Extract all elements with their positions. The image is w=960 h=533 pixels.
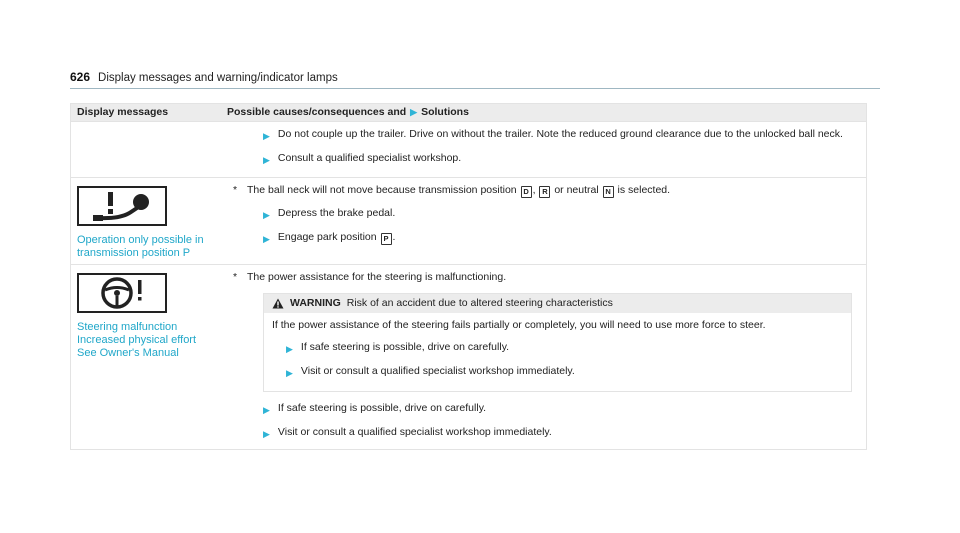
steering-wheel-warning-icon <box>77 273 167 313</box>
warning-header <box>264 294 851 313</box>
warning-triangle-icon <box>272 298 284 309</box>
table-header <box>71 104 866 121</box>
bullet-part: . <box>392 231 396 243</box>
bullet-text: If safe steering is possible, drive on carefully. <box>300 341 510 353</box>
page-heading: Display messages and warning/indicator lamps <box>98 72 338 84</box>
footnote-part: or neutral <box>554 184 599 196</box>
footnote-part: is selected. <box>617 184 671 196</box>
arrow-right-icon: ▶ <box>263 234 270 244</box>
arrow-right-icon: ▶ <box>263 210 270 220</box>
bullet-text: Visit or consult a qualified specialist workshop immediately. <box>277 426 552 438</box>
gear-p-key: P <box>381 233 392 245</box>
arrow-right-icon: ▶ <box>286 368 293 378</box>
separator: , <box>532 184 536 196</box>
message-label: transmission position P <box>77 247 191 259</box>
bullet-part: Engage park position <box>277 231 377 243</box>
gear-n-key: N <box>603 186 614 198</box>
list-item <box>286 365 843 380</box>
gear-r-key: R <box>539 186 550 198</box>
bullet-text: Do not couple up the trailer. Drive on without the trailer. Note the reduced ground clearance due to the unlocked ball neck. <box>277 128 843 140</box>
list-item <box>263 426 860 441</box>
list-item <box>263 402 860 417</box>
col-header-causes <box>221 106 866 119</box>
footnote-text <box>247 184 670 198</box>
bullet-text: If safe steering is possible, drive on carefully. <box>277 402 487 414</box>
row-solution-cell <box>221 178 866 264</box>
col-header-causes-text: Possible causes/consequences and <box>227 106 407 118</box>
list-item <box>286 341 843 356</box>
list-item <box>263 231 860 246</box>
message-label: See Owner's Manual <box>77 347 179 359</box>
row-message-cell <box>71 178 221 264</box>
footnote <box>233 271 860 284</box>
footnote-star: * <box>233 271 238 283</box>
list-item <box>263 152 860 167</box>
page-header <box>70 70 880 89</box>
row-message-cell <box>71 122 221 177</box>
warning-text: If the power assistance of the steering fails partially or completely, you will need to use more force to steer. <box>272 319 766 331</box>
message-label: Increased physical effort <box>77 334 197 346</box>
arrow-right-icon: ▶ <box>263 155 270 165</box>
arrow-right-icon: ▶ <box>410 107 418 117</box>
trailer-hitch-warning-icon <box>77 186 167 226</box>
arrow-right-icon: ▶ <box>286 344 293 354</box>
footnote-star: * <box>233 184 238 196</box>
list-item <box>263 128 860 143</box>
row-message-cell <box>71 265 221 449</box>
gear-d-key: D <box>521 186 532 198</box>
bullet-text: Depress the brake pedal. <box>277 207 396 219</box>
arrow-right-icon: ▶ <box>263 131 270 141</box>
arrow-right-icon: ▶ <box>263 429 270 439</box>
arrow-right-icon: ▶ <box>263 405 270 415</box>
warning-title: Risk of an accident due to altered steering characteristics <box>346 297 613 309</box>
table-row <box>71 177 866 264</box>
footnote <box>233 184 860 198</box>
col-header-solutions-text: Solutions <box>421 106 469 118</box>
footnote-text: The power assistance for the steering is malfunctioning. <box>247 271 507 283</box>
list-item <box>263 207 860 222</box>
page-number: 626 <box>70 70 91 84</box>
table-row <box>71 121 866 177</box>
row-solution-cell <box>221 122 866 177</box>
row-solution-cell <box>221 265 866 449</box>
bullet-text: Visit or consult a qualified specialist workshop immediately. <box>300 365 575 377</box>
warning-body <box>264 313 851 391</box>
table-row <box>71 264 866 449</box>
footnote-part: The ball neck will not move because transmission position <box>247 184 517 196</box>
bullet-text: Consult a qualified specialist workshop. <box>277 152 462 164</box>
col-header-display-messages: Display messages <box>77 106 169 118</box>
warning-label: WARNING <box>290 297 341 309</box>
bullet-text <box>278 231 860 246</box>
display-messages-table <box>70 103 867 450</box>
message-label: Operation only possible in <box>77 234 204 246</box>
warning-box <box>263 293 852 392</box>
message-label: Steering malfunction <box>77 321 178 333</box>
